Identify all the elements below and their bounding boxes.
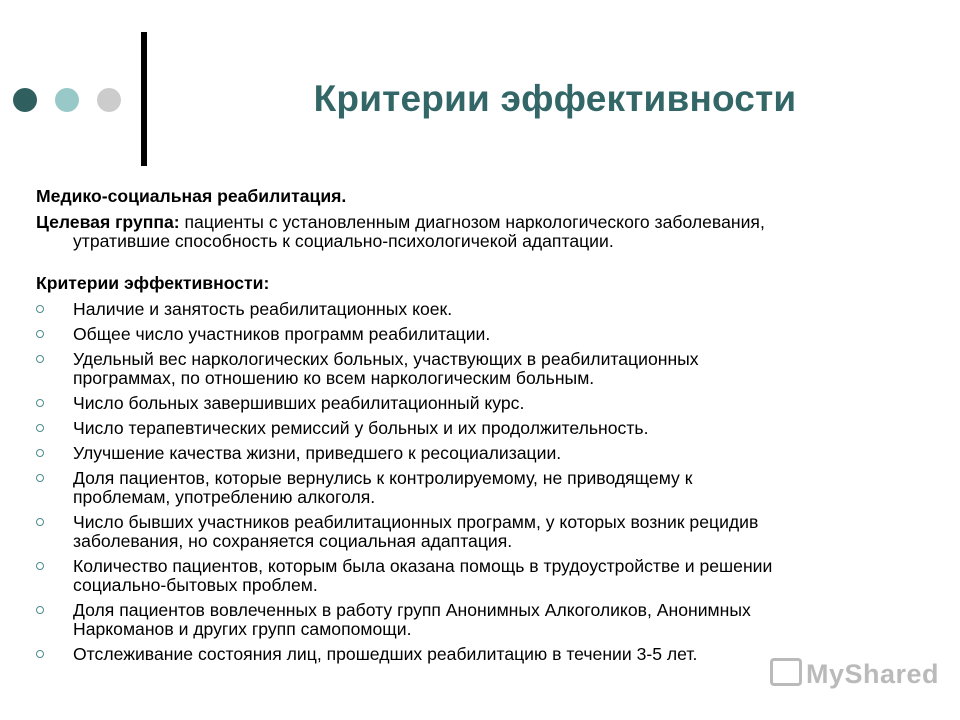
criteria-item-line-1: Число больных завершивших реабилитационный курс. (73, 393, 525, 413)
watermark-text: MyShared (806, 659, 940, 689)
criteria-item-line-1: Количество пациентов, которым была оказана помощь в трудоустройстве и решении (73, 556, 773, 576)
criteria-item-line-1: Общее число участников программ реабилитации. (73, 324, 491, 344)
criteria-item-line-1: Удельный вес наркологических больных, участвующих в реабилитационных (73, 349, 699, 369)
criteria-item-line-1: Доля пациентов вовлеченных в работу групп Анонимных Алкоголиков, Анонимных (73, 600, 751, 620)
criteria-item (36, 513, 936, 551)
criteria-item (36, 350, 936, 388)
criteria-item-line-2: программах, по отношению ко всем наркологическим больным. (73, 368, 595, 388)
criteria-item-line-1: Наличие и занятость реабилитационных коек. (73, 299, 453, 319)
decor-dot-mid (55, 88, 79, 112)
target-group-label: Целевая группа: (36, 212, 180, 232)
criteria-item-line-1: Доля пациентов, которые вернулись к контролируемому, не приводящему к (73, 468, 693, 488)
criteria-list (36, 300, 936, 664)
criteria-item-line-1: Улучшение качества жизни, приведшего к ресоциализации. (73, 443, 562, 463)
criteria-item-line-1: Число терапевтических ремиссий у больных и их продолжительность. (73, 418, 649, 438)
decor-vertical-bar (141, 32, 147, 166)
target-group-text-1: пациенты с установленным диагнозом наркологического заболевания, (179, 212, 765, 232)
criteria-item-line-1: Число бывших участников реабилитационных программ, у которых возник рецидив (73, 512, 759, 532)
criteria-item (36, 557, 936, 595)
criteria-heading: Критерии эффективности: (36, 273, 270, 293)
criteria-item (36, 601, 936, 639)
criteria-item (36, 419, 936, 438)
slide-body (36, 187, 936, 670)
criteria-item (36, 469, 936, 507)
criteria-item-line-2: проблемам, употреблению алкоголя. (73, 487, 376, 507)
intro-heading: Медико-социальная реабилитация. (36, 186, 347, 206)
criteria-item (36, 325, 936, 344)
decor-dot-light (97, 88, 121, 112)
target-group-text-2: утратившие способность к социально-психологичекой адаптации. (73, 231, 614, 251)
criteria-item (36, 444, 936, 463)
watermark-logo (770, 658, 939, 690)
criteria-item-line-2: заболевания, но сохраняется социальная адаптация. (73, 531, 513, 551)
watermark-box-icon (770, 658, 802, 686)
criteria-item-line-2: социально-бытовых проблем. (73, 575, 318, 595)
criteria-item (36, 300, 936, 319)
criteria-item-line-1: Отслеживание состояния лиц, прошедших реабилитацию в течении 3-5 лет. (73, 644, 698, 664)
target-group-line (36, 213, 936, 232)
criteria-item-line-2: Наркоманов и других групп самопомощи. (73, 619, 412, 639)
slide-title: Критерии эффективности (313, 78, 797, 119)
decor-dot-dark (13, 88, 37, 112)
criteria-item (36, 394, 936, 413)
